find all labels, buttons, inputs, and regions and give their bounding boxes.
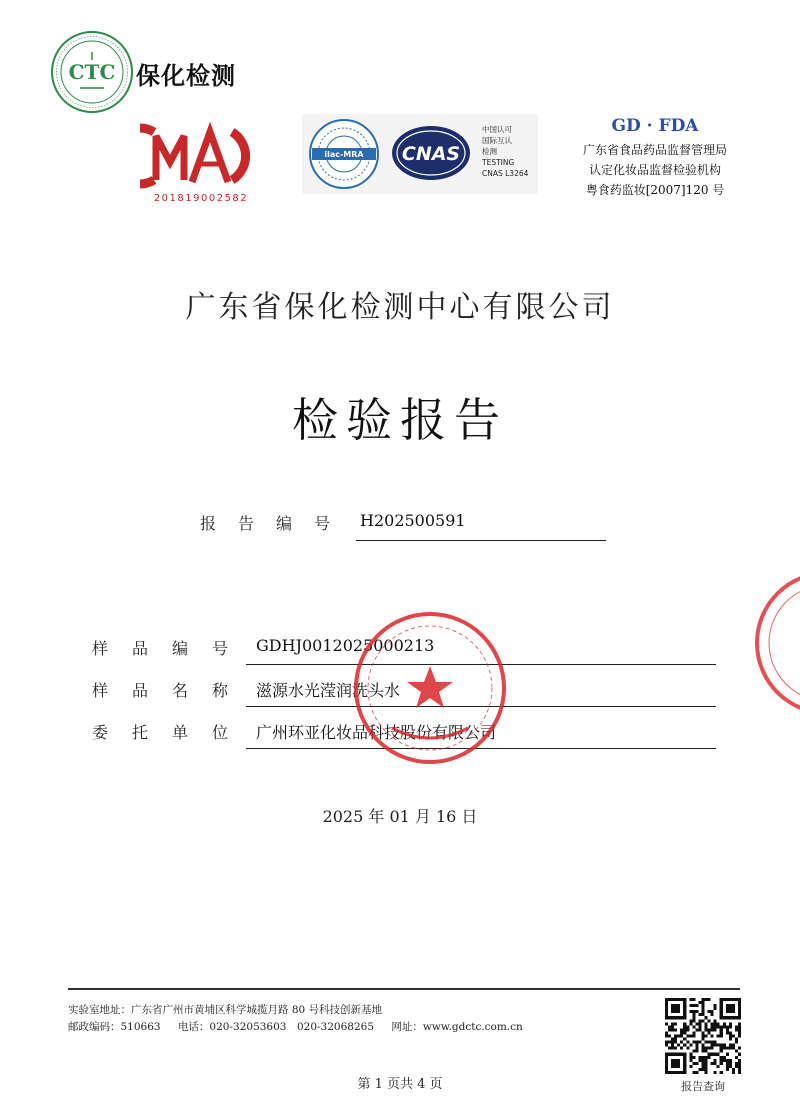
client-label: 委托单位 xyxy=(92,723,253,742)
sample-name-value: 滋源水光滢润洗头水 xyxy=(256,681,401,700)
cnas-info-line: 检测 xyxy=(482,147,497,156)
sample-number-label: 样品编号 xyxy=(92,639,253,658)
page-number: 第 1 页共 4 页 xyxy=(357,1077,443,1092)
contact-info xyxy=(68,1019,537,1034)
qr-label: 报告查询 xyxy=(681,1080,725,1093)
sample-name-label: 样品名称 xyxy=(92,681,253,700)
report-title: 检验报告 xyxy=(292,393,508,447)
report-number-label: 报告编号 xyxy=(200,514,353,533)
cnas-info-line: 中国认可 xyxy=(482,125,512,134)
gdfda-line: 广东省食品药品监督管理局 xyxy=(582,143,727,157)
report-query-qr-code[interactable] xyxy=(665,998,741,1074)
official-seal-stamp xyxy=(350,608,510,768)
page-edge-seal-stamp xyxy=(752,568,800,718)
report-number-underline xyxy=(356,540,606,541)
phone: 电话：020-32053603 020-32068265 xyxy=(177,1021,375,1033)
cnas-logo xyxy=(390,124,472,182)
company-title: 广东省保化检测中心有限公司 xyxy=(185,290,615,325)
cnas-info-line: 国际互认 xyxy=(482,136,512,145)
ctc-logo xyxy=(50,30,134,114)
gdfda-title: GD · FDA xyxy=(611,116,699,136)
gdfda-line: 认定化妆品监督检验机构 xyxy=(588,163,721,177)
report-number-value: H202500591 xyxy=(360,511,466,530)
sample-number-value: GDHJ0012025000213 xyxy=(256,636,435,655)
gdfda-lines xyxy=(560,140,750,200)
cnas-text: CNAS xyxy=(401,143,461,165)
footer-divider xyxy=(68,988,740,990)
cnas-info-line: TESTING xyxy=(482,158,515,167)
brand-name: 保化检测 xyxy=(136,62,236,90)
ilac-mra-logo xyxy=(306,116,382,192)
cma-logo xyxy=(140,122,262,190)
ctc-logo-initials: CTC xyxy=(68,60,116,84)
cma-number: 201819002582 xyxy=(153,193,249,204)
gdfda-line: 粤食药监妆[2007]120 号 xyxy=(585,183,725,197)
ilac-mra-text: ilac-MRA xyxy=(324,150,364,159)
postcode: 邮政编码：510663 xyxy=(68,1021,161,1033)
cnas-info xyxy=(482,124,528,179)
website-link[interactable]: 网址：www.gdctc.com.cn xyxy=(391,1021,523,1033)
issue-date: 2025 年 01 月 16 日 xyxy=(322,807,478,826)
cnas-info-line: CNAS L3264 xyxy=(482,169,529,178)
lab-address: 实验室地址：广东省广州市黄埔区科学城揽月路 80 号科技创新基地 xyxy=(68,1004,383,1016)
client-value: 广州环亚化妆品科技股份有限公司 xyxy=(256,723,497,742)
